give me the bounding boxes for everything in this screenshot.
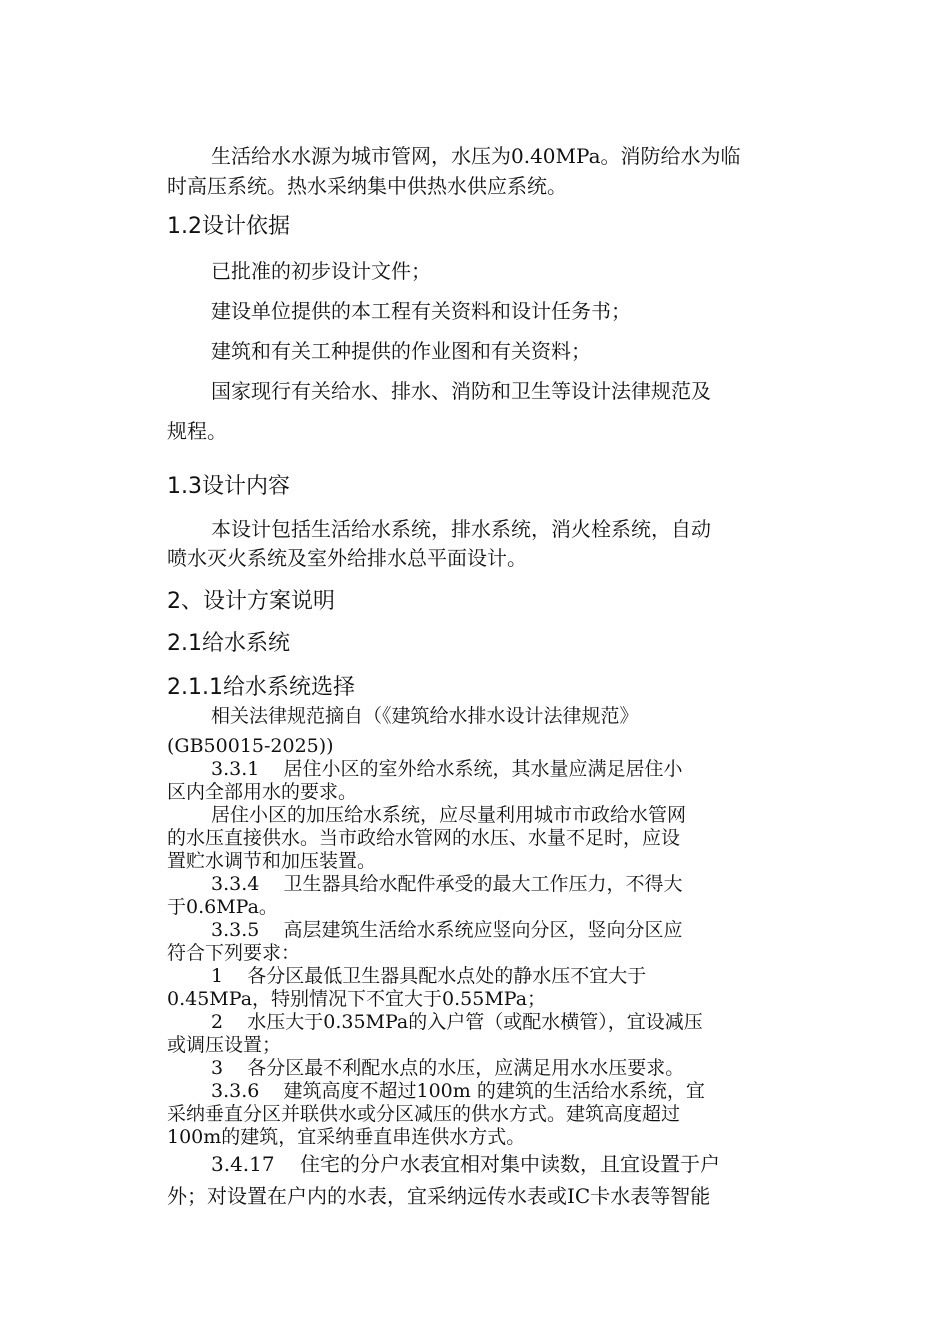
paragraph-line: 外；对设置在户内的水表，宜采纳远传水表或IC卡水表等智能: [167, 1184, 711, 1208]
paragraph-line: 0.45MPa，特别情况下不宜大于0.55MPa；: [167, 988, 547, 1010]
section-heading-1-3: 1.3设计内容: [167, 474, 290, 499]
list-item: 建设单位提供的本工程有关资料和设计任务书；: [211, 299, 631, 323]
list-item: 已批准的初步设计文件；: [211, 259, 431, 283]
paragraph-line: 居住小区的加压给水系统，应尽量利用城市市政给水管网: [211, 804, 687, 826]
section-heading-2-1: 2.1给水系统: [167, 631, 290, 656]
paragraph-line: 区内全部用水的要求。: [167, 781, 358, 803]
paragraph-line: 生活给水水源为城市管网，水压为0.40MPa。消防给水为临: [211, 144, 741, 168]
section-heading-2-1-1: 2.1.1给水系统选择: [167, 675, 355, 700]
paragraph-line: 3.4.17 住宅的分户水表宜相对集中读数，且宜设置于户: [211, 1152, 721, 1176]
paragraph-line: 1 各分区最低卫生器具配水点处的静水压不宜大于: [211, 965, 647, 987]
paragraph-line: 相关法律规范摘自（《建筑给水排水设计法律规范》: [211, 705, 639, 727]
paragraph-line: 3.3.6 建筑高度不超过100m 的建筑的生活给水系统，宜: [211, 1080, 705, 1102]
paragraph-line: 喷水灭火系统及室外给排水总平面设计。: [167, 546, 527, 570]
paragraph-line: 3.3.1 居住小区的室外给水系统，其水量应满足居住小: [211, 758, 683, 780]
paragraph-line: 的水压直接供水。当市政给水管网的水压、水量不足时，应设: [167, 827, 681, 849]
paragraph-line: 采纳垂直分区并联供水或分区减压的供水方式。建筑高度超过: [167, 1103, 681, 1125]
paragraph-line: 符合下列要求：: [167, 942, 301, 964]
list-item: 国家现行有关给水、排水、消防和卫生等设计法律规范及: [211, 379, 711, 403]
paragraph-line: 时高压系统。热水采纳集中供热水供应系统。: [167, 174, 567, 198]
paragraph-line: 本设计包括生活给水系统，排水系统，消火栓系统，自动: [211, 517, 711, 541]
paragraph-line: 2 水压大于0.35MPa的入户管（或配水横管），宜设减压: [211, 1011, 703, 1033]
paragraph-line: 3.3.4 卫生器具给水配件承受的最大工作压力，不得大: [211, 873, 683, 895]
paragraph-line: 规程。: [167, 419, 227, 443]
paragraph-line: 或调压设置；: [167, 1034, 282, 1056]
list-item: 建筑和有关工种提供的作业图和有关资料；: [211, 339, 591, 363]
paragraph-line: 于0.6MPa。: [167, 896, 278, 918]
paragraph-line: 3 各分区最不利配水点的水压，应满足用水水压要求。: [211, 1057, 685, 1079]
paragraph-line: 100m的建筑，宜采纳垂直串连供水方式。: [167, 1126, 526, 1148]
section-heading-1-2: 1.2设计依据: [167, 214, 290, 239]
section-heading-2: 2、设计方案说明: [167, 589, 335, 614]
paragraph-line: (GB50015-2025)): [167, 735, 334, 757]
paragraph-line: 3.3.5 高层建筑生活给水系统应竖向分区，竖向分区应: [211, 919, 683, 941]
paragraph-line: 置贮水调节和加压装置。: [167, 850, 377, 872]
